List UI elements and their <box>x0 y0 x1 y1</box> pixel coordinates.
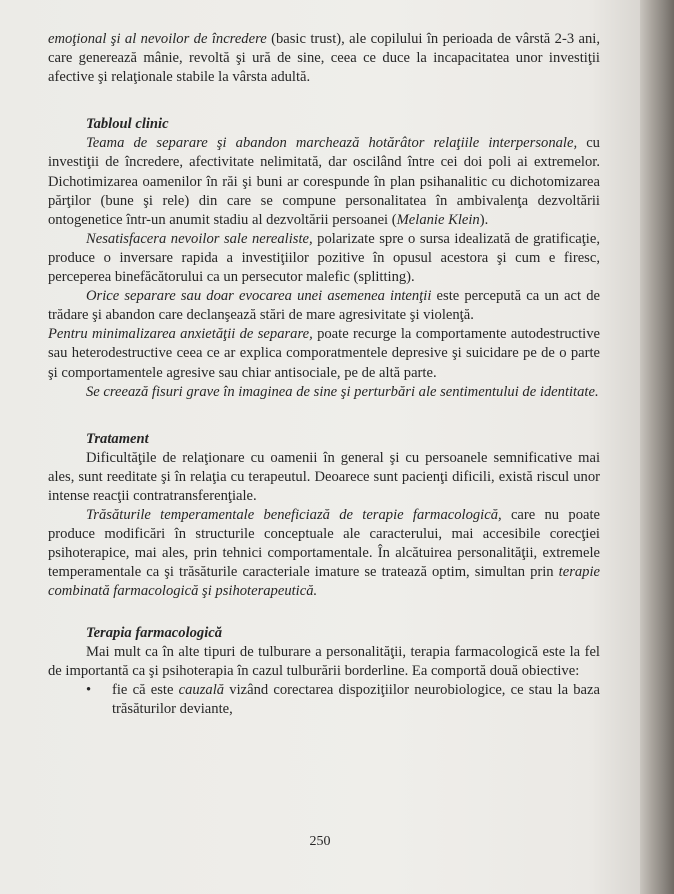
italic-phrase: terapie combinată farmacologică şi psihoterapeutică. <box>48 564 600 600</box>
list-item <box>86 681 600 719</box>
paragraph-trasaturile <box>48 506 600 601</box>
italic-phrase: Nesatisfacera nevoilor sale nerealiste, <box>86 230 313 247</box>
page-number: 250 <box>309 834 331 849</box>
italic-phrase: Pentru minimalizarea anxietăţii de separare, <box>48 326 313 343</box>
italic-phrase: emoţional şi al nevoilor de încredere <box>48 31 267 47</box>
paragraph-teama-de-separare <box>48 134 600 229</box>
book-spine-shadow <box>640 0 674 894</box>
paragraph-text: polarizate spre o sursa idealizată de gratificaţie, produce o inversare rapida a investiţiilor pozitive în opusul acestora şi cum e firesc, perceperea binefăcătorului ca un persecutor malefic (splitting). <box>48 230 600 286</box>
italic-phrase: Trăsăturile temperamentale beneficiază de terapie farmacologică, <box>86 507 502 524</box>
paragraph-fisuri-grave <box>48 383 600 402</box>
heading-tabloul-clinic: Tabloul clinic <box>86 116 169 133</box>
paragraph-orice-separare <box>48 287 600 325</box>
paragraph-text: care nu poate produce modificări în structurile conceptuale ale caracterului, mai accesibile corecţiei psihoterapice, mai ales, prin tehnici comportamentale. În alcătuirea personalităţii, extremele temperamentale ca şi trăsăturile caracteriale imature se tratează optim, simultan prin <box>48 507 600 581</box>
italic-phrase: Orice separare sau doar evocarea unei asemenea intenţii <box>86 288 432 305</box>
italic-phrase: Teama de separare şi abandon marchează hotărâtor relaţiile interpersonale, <box>86 135 578 152</box>
paragraph-text: cu investiţii de încredere, afectivitate nelimitată, dar oscilând între cei doi poli ai extremelor. Dichotimizarea oamenilor în răi şi buni ar corespunde în plan psihanalitic cu dichotomizarea părţilor (bune şi rele) din care se compune personalitatea în ambivalenţa dezvoltării ontogenetice într-un anumit stadiu al dezvoltării persoanei ( <box>48 135 600 228</box>
list-item-text: vizând corectarea dispoziţiilor neurobiologice, ce stau la baza trăsăturilor deviante, <box>112 681 600 717</box>
paragraph-pentru-minimalizarea <box>48 325 600 382</box>
paragraph-text: este percepută ca un act de trădare şi abandon care declanşează stări de mare agresivitate şi violenţă. <box>48 288 600 324</box>
heading-tratament: Tratament <box>86 430 149 447</box>
paragraph-text: (basic trust), ale copilului în perioada de vârstă 2-3 ani, care generează mânie, revoltă şi ură de sine, ceea ce duce la incapacitatea unor investiţii afective şi relaţionale stabile la vârsta adultă. <box>48 31 600 86</box>
paragraph-nesatisfacera <box>48 230 600 287</box>
paragraph-text: poate recurge la comportamente autodestructive sau heterodestructive ceea ce ar explica comporatmentele depresive şi suicidare pe de o parte şi comportamentele agresive sau chiar antisociale, pe de altă parte. <box>48 326 600 381</box>
paragraph-text: ). <box>479 211 489 228</box>
heading-terapia-farmacologica: Terapia farmacologică <box>86 624 223 641</box>
italic-word: cauzală <box>178 681 225 698</box>
paragraph-mai-mult: Mai mult ca în alte tipuri de tulburare a personalităţii, terapia farmacologică este la fel de importantă ca şi psihoterapia în cazul tulburării borderline. Ea comportă două obiective: <box>48 643 600 679</box>
author-name: Melanie Klein <box>396 211 480 228</box>
page-body <box>48 30 600 719</box>
paragraph-dificultatile: Dificultăţile de relaţionare cu oamenii în general şi cu persoanele semnificative mai ales, sunt reeditate şi în relaţia cu terapeutul. Deoarece sunt pacienţi dificili, există riscul unor intense reacţii contratransferenţiale. <box>48 449 600 504</box>
italic-sentence: Se creează fisuri grave în imaginea de sine şi perturbări ale sentimentului de identitate. <box>86 383 599 400</box>
paragraph-continuation <box>48 30 600 87</box>
objectives-list <box>48 681 600 719</box>
list-item-text: fie că este <box>112 681 179 698</box>
